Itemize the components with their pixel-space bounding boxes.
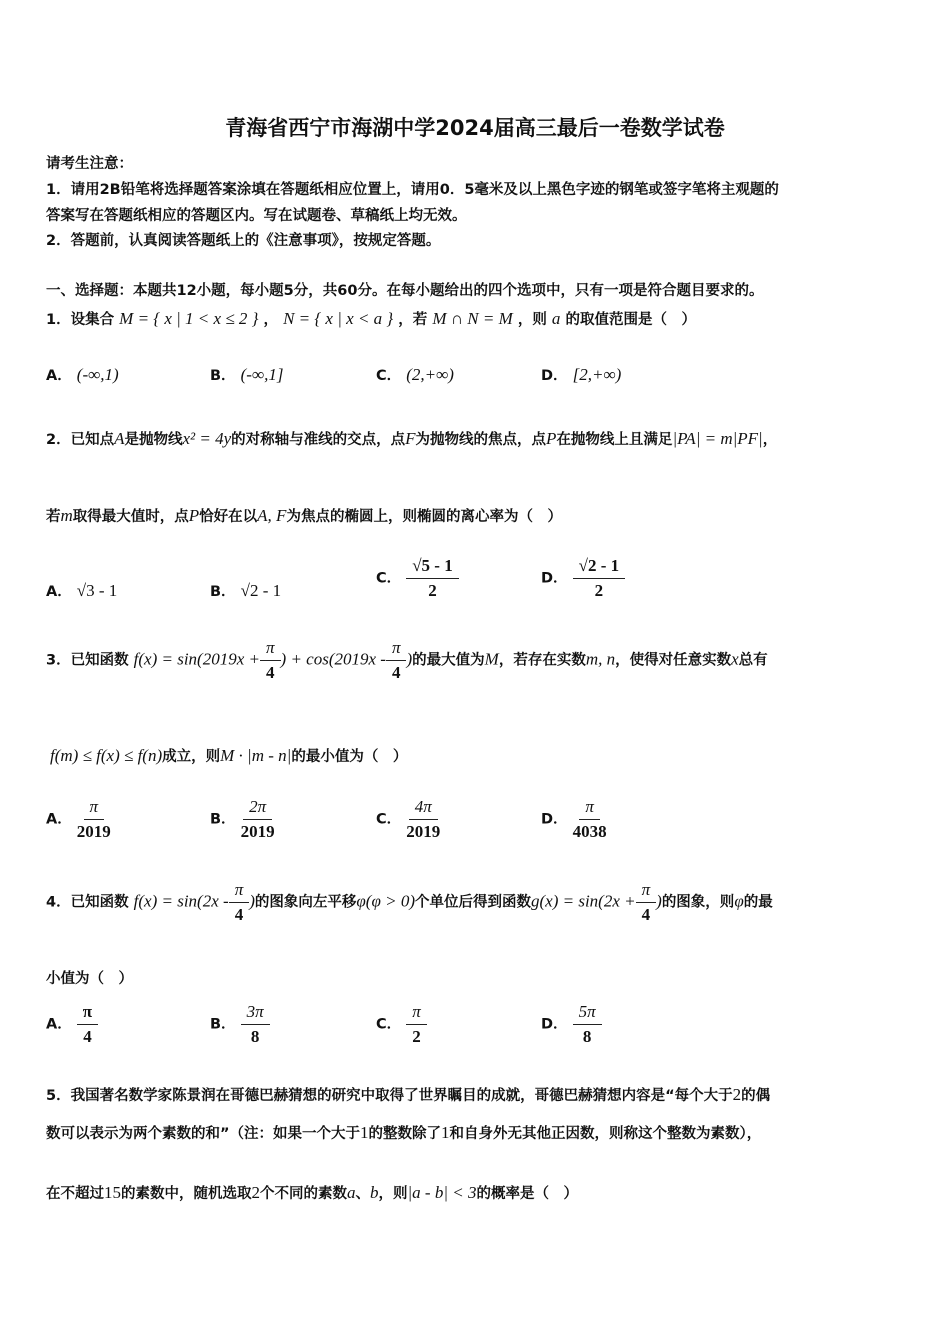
q5-text: ，则 <box>378 1186 408 1202</box>
q4-pi-over-4 <box>636 880 657 925</box>
q1-text: ，若 <box>398 312 428 328</box>
option-label: A． <box>46 584 72 600</box>
q5-text: 在不超过 <box>46 1186 104 1202</box>
q1-text: 1．设集合 <box>46 312 115 328</box>
notice-line-1: 1．请用2B铅笔将选择题答案涂填在答题纸相应位置上，请用0．5毫米及以上黑色字迹的钢笔或签字笔将主观题的 <box>46 182 779 198</box>
q3-function: ) + cos(2019x - <box>280 649 386 669</box>
fraction-denominator: 2019 <box>76 822 111 841</box>
fraction-denominator: 2019 <box>406 822 441 841</box>
fraction-numerator: 3π <box>241 1002 270 1025</box>
option-value: [2,+∞) <box>572 365 622 384</box>
fraction-numerator: 4π <box>409 797 438 820</box>
q2-option-b[interactable] <box>210 580 281 601</box>
q1-option-b[interactable] <box>210 364 283 385</box>
q3-pi-over-4 <box>386 638 407 683</box>
q4-function-f: f(x) = sin(2x - <box>133 891 229 911</box>
option-label: B． <box>210 584 236 600</box>
fraction-denominator: 4 <box>234 905 244 924</box>
fraction-denominator: 2019 <box>240 822 275 841</box>
option-fraction <box>77 1002 98 1047</box>
option-fraction <box>77 797 111 842</box>
page-title: 青海省西宁市海湖中学2024届高三最后一卷数学试卷 <box>225 116 725 140</box>
fraction-numerator: π <box>386 638 407 661</box>
q5-number: 2 <box>251 1183 260 1202</box>
q2-text: 是抛物线 <box>124 432 183 448</box>
q3-pi-over-4 <box>260 638 281 683</box>
q2-point-a: A <box>114 429 125 448</box>
q4-option-b[interactable] <box>210 1002 270 1047</box>
option-fraction <box>406 556 459 601</box>
q4-text: 的图象，则 <box>661 894 735 911</box>
option-label: D． <box>541 570 568 587</box>
q5-text: 5．我国著名数学家陈景润在哥德巴赫猜想的研究中取得了世界瞩目的成就，哥德巴赫猜想内容是“每个大于 <box>46 1088 733 1104</box>
q2-option-d[interactable] <box>541 556 625 601</box>
option-label: C． <box>376 368 402 384</box>
fraction-numerator: π <box>229 880 250 903</box>
question-4-stem-line-2: 小值为（ ） <box>46 971 133 987</box>
q2-text: 为焦点的椭圆上，则椭圆的离心率为（ ） <box>286 509 562 525</box>
q5-text: 个不同的素数 <box>260 1186 347 1202</box>
question-5-stem-line-3 <box>46 1182 578 1203</box>
option-value: (-∞,1] <box>240 365 284 384</box>
q5-var-b: b <box>370 1183 379 1202</box>
q5-number: 1 <box>441 1123 450 1142</box>
option-label: C． <box>376 570 402 587</box>
notice-line-2: 答案写在答题纸相应的答题区内。写在试题卷、草稿纸上均无效。 <box>46 208 467 224</box>
notice-line-3: 2．答题前，认真阅读答题纸上的《注意事项》，按规定答题。 <box>46 233 441 249</box>
q2-point-p: P <box>188 506 200 525</box>
q3-var-mn: m, n <box>585 649 616 669</box>
q1-set-n: N = { x | x < a } <box>283 309 394 328</box>
fraction-denominator: 4 <box>391 663 401 682</box>
q5-var-a: a <box>347 1183 356 1202</box>
section-heading: 一、选择题：本题共12小题，每小题5分，共60分。在每小题给出的四个选项中，只有一项是符合题目要求的。 <box>46 283 764 299</box>
q5-text: 数可以表示为两个素数的和”（注：如果一个大于 <box>46 1126 361 1142</box>
q4-pi-over-4 <box>229 880 250 925</box>
q2-text: 为抛物线的焦点，点 <box>415 432 547 448</box>
q4-text: 的图象向左平移 <box>254 894 357 911</box>
q4-function-g: g(x) = sin(2x + <box>531 891 636 911</box>
fraction-numerator: √2 - 1 <box>573 556 626 579</box>
fraction-numerator: 5π <box>573 1002 602 1025</box>
notice-heading: 请考生注意： <box>46 156 133 172</box>
q2-text: 在抛物线上且满足 <box>556 432 673 448</box>
q4-text: 的最 <box>743 894 773 911</box>
option-fraction <box>241 1002 270 1047</box>
option-label: B． <box>210 368 236 384</box>
q2-foci: A, F <box>257 506 287 525</box>
fraction-denominator: 2 <box>412 1027 421 1046</box>
fraction-numerator: π <box>406 1002 427 1025</box>
q5-text: 、 <box>355 1186 370 1202</box>
q5-text: 的素数中，随机选取 <box>121 1186 252 1202</box>
option-fraction <box>573 1002 602 1047</box>
q1-comma: ， <box>263 312 279 328</box>
q3-text: 的最小值为（ ） <box>291 749 408 765</box>
q3-option-c[interactable] <box>376 797 440 842</box>
q3-expression: M · |m - n| <box>220 746 292 765</box>
q2-text: 2．已知点 <box>46 432 115 448</box>
q5-number: 2 <box>732 1085 742 1104</box>
q5-text: 的偶 <box>741 1088 771 1104</box>
fraction-denominator: 2 <box>594 581 604 600</box>
fraction-numerator: π <box>84 797 105 820</box>
q3-var-x: x <box>731 649 739 669</box>
q2-text: 若 <box>46 509 61 525</box>
q3-text: 总有 <box>738 652 768 669</box>
q5-number: 15 <box>104 1183 121 1202</box>
q4-text: 个单位后得到函数 <box>415 894 531 911</box>
question-1-stem <box>46 308 696 329</box>
fraction-numerator: π <box>636 880 657 903</box>
q1-var: a <box>551 309 561 328</box>
q1-option-d[interactable] <box>541 364 621 385</box>
q5-text: 的整数除了 <box>368 1126 442 1142</box>
option-label: D． <box>541 368 568 384</box>
q3-text: 成立，则 <box>162 749 221 765</box>
q5-number: 1 <box>360 1123 369 1142</box>
option-fraction <box>573 797 607 842</box>
q1-option-c[interactable] <box>376 364 454 385</box>
option-label: B． <box>210 811 236 828</box>
q2-text: 取得最大值时，点 <box>72 509 189 525</box>
fraction-denominator: 4 <box>83 1027 92 1046</box>
q2-option-c[interactable] <box>376 556 459 601</box>
question-5-stem <box>46 1084 770 1105</box>
fraction-denominator: 4 <box>266 663 275 682</box>
q2-parabola: x² = 4y <box>182 429 232 448</box>
q5-text: 的概率是（ ） <box>476 1186 578 1202</box>
q5-text: 和自身外无其他正因数，则称这个整数为素数）， <box>449 1126 762 1142</box>
question-5-stem-line-2 <box>46 1122 761 1143</box>
q2-option-a[interactable] <box>46 580 117 601</box>
q1-text: ，则 <box>517 312 547 328</box>
option-fraction <box>406 797 440 842</box>
option-value: √3 - 1 <box>76 581 118 600</box>
q1-set-m: M = { x | 1 < x ≤ 2 } <box>119 309 259 328</box>
q1-option-a[interactable] <box>46 364 119 385</box>
option-label: A． <box>46 368 72 384</box>
fraction-numerator: √5 - 1 <box>406 556 459 579</box>
question-4-stem <box>46 880 773 925</box>
option-value: (-∞,1) <box>76 365 119 384</box>
option-label: B． <box>210 1016 236 1033</box>
fraction-numerator: π <box>260 638 281 661</box>
q3-text: 的最大值为 <box>412 652 485 669</box>
q4-option-c[interactable] <box>376 1002 427 1047</box>
option-label: C． <box>376 811 402 828</box>
q3-var-m: M <box>484 649 499 669</box>
question-3-stem-line-2 <box>50 745 407 766</box>
q2-text: 恰好在以 <box>199 509 258 525</box>
option-label: D． <box>541 811 568 828</box>
fraction-denominator: 8 <box>582 1027 592 1046</box>
q2-text: ， <box>762 432 778 448</box>
q3-text: 3．已知函数 <box>46 652 129 669</box>
fraction-denominator: 4038 <box>572 822 607 841</box>
q3-text: ，使得对任意实数 <box>615 652 732 669</box>
q2-point-f: F <box>405 429 416 448</box>
fraction-denominator: 8 <box>250 1027 260 1046</box>
q3-inequality: f(m) ≤ f(x) ≤ f(n) <box>50 746 163 765</box>
q5-condition: |a - b| < 3 <box>407 1183 477 1202</box>
fraction-numerator: 2π <box>243 797 272 820</box>
q4-option-a[interactable] <box>46 1002 98 1047</box>
option-label: C． <box>376 1016 402 1033</box>
option-fraction <box>406 1002 427 1047</box>
question-3-stem <box>46 638 768 683</box>
q4-phi: φ <box>734 891 744 911</box>
q2-text: 的对称轴与准线的交点，点 <box>231 432 406 448</box>
option-fraction <box>573 556 626 601</box>
fraction-denominator: 4 <box>641 905 651 924</box>
q3-text: ，若存在实数 <box>498 652 586 669</box>
option-label: A． <box>46 1016 72 1033</box>
q3-option-d[interactable] <box>541 797 607 842</box>
q4-option-d[interactable] <box>541 1002 602 1047</box>
q4-text: 4．已知函数 <box>46 894 129 911</box>
q4-function-f: ) <box>249 891 255 911</box>
q3-option-b[interactable] <box>210 797 275 842</box>
q2-point-p: P <box>546 429 557 448</box>
q2-var-m: m <box>60 506 73 525</box>
q2-condition: |PA| = m|PF| <box>672 429 763 448</box>
option-fraction <box>241 797 275 842</box>
option-label: D． <box>541 1016 568 1033</box>
q4-phi: φ(φ > 0) <box>356 891 415 911</box>
q4-function-g: ) <box>656 891 662 911</box>
question-2-stem <box>46 428 777 449</box>
option-value: (2,+∞) <box>406 365 454 384</box>
question-2-stem-line-2 <box>46 505 562 526</box>
option-value: √2 - 1 <box>240 581 282 600</box>
q3-option-a[interactable] <box>46 797 111 842</box>
q1-text: 的取值范围是（ ） <box>565 312 696 328</box>
q3-function: ) <box>406 649 413 669</box>
fraction-numerator: π <box>579 797 600 820</box>
q3-function: f(x) = sin(2019x + <box>133 649 260 669</box>
fraction-denominator: 2 <box>428 581 437 600</box>
fraction-numerator: π <box>77 1002 98 1025</box>
option-label: A． <box>46 811 72 828</box>
q1-condition: M ∩ N = M <box>432 309 513 328</box>
